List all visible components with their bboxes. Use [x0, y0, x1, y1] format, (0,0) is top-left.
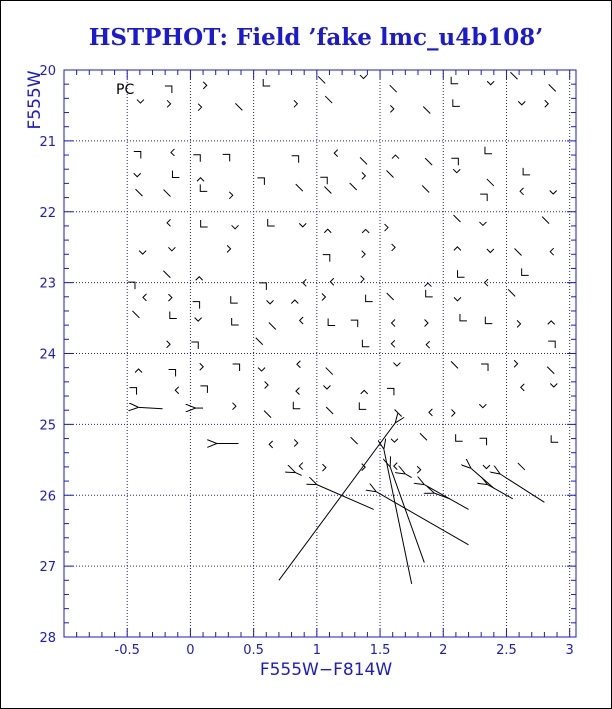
vector-point: [232, 403, 236, 410]
vector-point: [257, 178, 264, 185]
vector-arrow: [500, 474, 544, 502]
vector-point: [511, 72, 518, 79]
vector-point: [300, 317, 304, 324]
vector-point: [322, 464, 326, 471]
vector-point: [518, 463, 525, 470]
vector-point: [130, 388, 137, 395]
vector-point: [518, 101, 525, 105]
vector-arrow: [139, 407, 163, 408]
vector-point: [545, 100, 549, 107]
vector-point: [235, 103, 242, 110]
vector-point: [324, 229, 331, 233]
vector-point: [387, 293, 394, 300]
vector-point: [508, 289, 515, 296]
vector-point: [360, 75, 367, 79]
vector-point: [135, 189, 142, 196]
vector-point: [168, 294, 172, 301]
vector-point: [191, 342, 198, 349]
vector-point: [227, 245, 231, 252]
vector-point: [423, 106, 430, 113]
y-tick-label: 22: [39, 205, 56, 221]
vector-point: [296, 184, 303, 191]
vector-point: [480, 438, 487, 445]
x-tick-label: 2: [439, 643, 448, 658]
vector-point: [292, 156, 299, 163]
vector-arrow: [317, 485, 374, 510]
vector-point: [551, 435, 558, 442]
vector-point: [269, 441, 273, 448]
vector-point: [460, 314, 467, 321]
vector-point: [134, 173, 141, 177]
y-tick-label: 28: [39, 631, 56, 646]
vector-point: [323, 255, 330, 262]
vector-point: [359, 402, 366, 409]
vector-point: [479, 404, 486, 408]
vector-point: [294, 100, 298, 107]
vector-point: [197, 178, 204, 182]
vector-point: [393, 363, 400, 367]
y-tick-label: 24: [39, 347, 56, 363]
y-axis-label: F555W: [25, 70, 45, 130]
vector-point: [170, 311, 177, 318]
vector-point: [326, 407, 333, 414]
vector-point: [296, 388, 300, 395]
vector-arrow: [390, 467, 424, 563]
vector-point: [291, 300, 298, 304]
vector-point: [391, 340, 395, 347]
x-tick-label: 3: [565, 643, 574, 658]
vector-point: [334, 150, 338, 157]
vector-point: [229, 192, 233, 199]
vector-point: [523, 168, 530, 175]
vector-point: [479, 222, 486, 226]
vector-point: [451, 361, 458, 368]
x-tick-label: 2.5: [496, 643, 517, 658]
vector-point: [320, 177, 327, 184]
vector-point: [520, 188, 524, 195]
vector-point: [426, 341, 430, 348]
vector-point: [196, 277, 203, 281]
vector-point: [165, 86, 172, 93]
vector-point: [483, 465, 490, 469]
vector-point: [362, 172, 366, 179]
vector-point: [297, 361, 301, 368]
vector-point: [453, 99, 460, 106]
vector-point: [387, 171, 394, 178]
vector-point: [269, 322, 276, 329]
vector-point: [426, 290, 433, 297]
vector-point: [549, 84, 556, 91]
vector-point: [458, 270, 465, 277]
vector-point: [425, 320, 429, 327]
vector-point: [487, 179, 494, 186]
vector-point: [231, 296, 238, 303]
vector-point: [451, 409, 455, 416]
vector-point: [521, 384, 525, 391]
vector-point: [451, 77, 458, 84]
x-axis-label: F555W−F814W: [259, 660, 393, 680]
vector-point: [323, 386, 330, 390]
x-tick-label: 0: [186, 643, 195, 658]
vector-point: [258, 368, 265, 372]
x-tick-label: 1.5: [369, 643, 391, 658]
vector-point: [542, 217, 549, 224]
vector-point: [361, 390, 368, 394]
vector-marks: [128, 72, 558, 584]
vector-point: [175, 387, 179, 394]
vector-point: [169, 369, 176, 376]
vector-point: [548, 321, 555, 325]
vector-point: [362, 340, 369, 347]
vector-point: [351, 437, 358, 444]
vector-point: [390, 85, 397, 92]
vector-point: [167, 219, 171, 226]
vector-point: [299, 463, 303, 470]
vector-point: [391, 439, 398, 443]
vector-point: [232, 318, 239, 325]
vector-point: [168, 247, 175, 251]
vector-point: [328, 318, 335, 325]
vector-point: [362, 251, 366, 258]
vector-point: [223, 154, 230, 161]
x-tick-label: 0.5: [243, 643, 264, 658]
vector-point: [429, 409, 433, 416]
vector-point: [193, 302, 200, 309]
y-tick-label: 20: [39, 64, 56, 79]
vector-point: [550, 248, 554, 255]
vector-point: [485, 147, 492, 154]
vector-point: [139, 251, 146, 255]
vector-point: [267, 300, 274, 304]
vector-point: [137, 100, 144, 104]
vector-point: [128, 282, 135, 289]
vector-point: [201, 220, 208, 227]
vector-arrow: [405, 474, 411, 478]
vector-point: [420, 433, 427, 440]
vector-arrow: [279, 423, 395, 580]
vector-point: [550, 383, 557, 387]
chart-title: HSTPHOT: Field ’fake lmc_u4b108’: [88, 24, 544, 51]
vector-point: [259, 283, 266, 290]
x-tick-labels: [115, 643, 574, 658]
vector-point: [324, 187, 331, 194]
y-tick-label: 23: [39, 276, 56, 292]
vector-point: [143, 294, 147, 301]
vector-point: [193, 155, 200, 162]
vector-point: [481, 364, 488, 371]
vector-point: [454, 297, 461, 301]
vector-point: [362, 229, 369, 233]
vector-point: [422, 186, 429, 193]
vector-point: [361, 276, 365, 283]
vector-point: [392, 319, 396, 326]
vector-arrow: [488, 485, 513, 499]
vector-point: [167, 341, 171, 348]
vector-point: [385, 224, 389, 231]
vector-point: [299, 223, 306, 227]
vector-point: [263, 79, 270, 86]
vector-point: [200, 386, 207, 393]
vector-point: [294, 439, 298, 446]
vector-point: [167, 100, 171, 107]
vector-point: [326, 368, 333, 375]
vector-point: [392, 244, 396, 251]
vector-point: [203, 82, 207, 89]
vector-point: [387, 388, 394, 395]
vector-point: [550, 191, 557, 195]
vector-point: [171, 149, 175, 156]
vector-point: [198, 104, 202, 111]
x-tick-label: 1: [312, 643, 321, 658]
vector-point: [487, 249, 494, 253]
vector-point: [200, 184, 207, 191]
vector-point: [514, 360, 518, 367]
vector-point: [135, 369, 142, 373]
vector-point: [164, 190, 171, 197]
vector-point: [322, 294, 326, 301]
vector-point: [265, 382, 269, 389]
vector-point: [293, 402, 300, 409]
vector-point: [425, 158, 432, 165]
vector-arrow: [295, 473, 301, 476]
vector-point: [453, 215, 460, 222]
vector-point: [268, 219, 275, 226]
panel-label: PC: [116, 82, 135, 98]
vector-point: [330, 278, 334, 285]
vector-point: [547, 367, 554, 374]
vector-point: [318, 76, 325, 83]
vector-point: [487, 81, 494, 85]
y-tick-labels: [39, 64, 56, 646]
vector-point: [351, 320, 358, 327]
vector-point: [163, 271, 170, 278]
vector-point: [366, 295, 373, 302]
vector-point: [517, 320, 521, 327]
vector-arrow: [424, 485, 468, 510]
vector-point: [195, 318, 202, 322]
vector-point: [480, 194, 487, 201]
vector-point: [424, 283, 431, 287]
vector-point: [360, 157, 367, 164]
vector-point: [200, 363, 204, 370]
y-tick-label: 21: [39, 134, 56, 150]
vector-point: [392, 155, 399, 159]
vector-point: [232, 225, 239, 229]
vector-point: [454, 247, 461, 251]
vector-point: [394, 463, 398, 470]
vector-point: [325, 96, 332, 103]
y-tick-label: 25: [39, 418, 56, 434]
vector-point: [548, 341, 555, 348]
vector-point: [264, 411, 271, 418]
y-tick-label: 26: [39, 489, 56, 505]
vector-point: [522, 268, 529, 275]
x-tick-label: -0.5: [114, 643, 140, 658]
vector-point: [256, 338, 263, 345]
vector-point: [515, 248, 522, 255]
vector-arrow: [471, 468, 494, 488]
y-tick-label: 27: [39, 560, 56, 576]
vector-point: [453, 169, 460, 173]
vector-point: [172, 170, 179, 177]
vector-point: [395, 409, 402, 416]
vector-arrow: [376, 492, 468, 545]
vector-point: [132, 311, 139, 318]
vector-point: [134, 152, 141, 159]
vector-point: [456, 434, 463, 441]
vector-point: [350, 183, 357, 190]
vector-point: [390, 105, 394, 112]
vector-point: [417, 466, 421, 473]
vector-point: [485, 317, 492, 324]
vector-point: [451, 158, 458, 165]
vector-point: [233, 364, 240, 371]
